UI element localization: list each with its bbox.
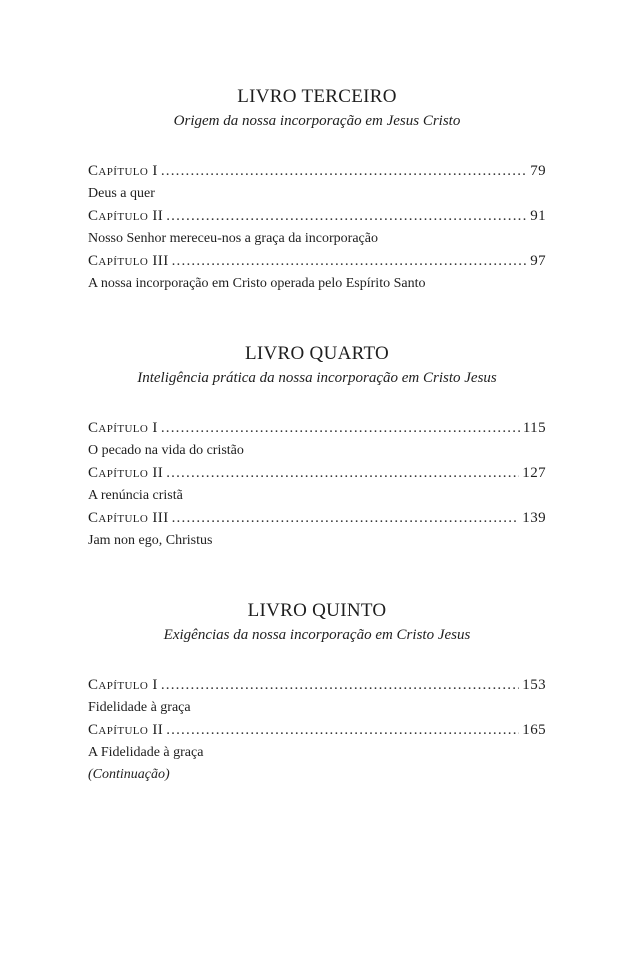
chapter-line[interactable] <box>88 250 546 273</box>
chapter-line[interactable] <box>88 205 546 228</box>
chapter-line[interactable] <box>88 507 546 530</box>
toc-entry[interactable] <box>88 417 546 462</box>
chapter-description: A nossa incorporação em Cristo operada pelo Espírito Santo <box>88 276 426 291</box>
page-number: 91 <box>530 208 546 224</box>
chapter-line[interactable] <box>88 674 546 697</box>
table-of-contents <box>88 84 546 786</box>
chapter-line[interactable] <box>88 417 546 440</box>
chapter-description: Jam non ego, Christus <box>88 533 213 548</box>
chapter-label: Capítulo II <box>88 722 164 738</box>
toc-entry[interactable] <box>88 719 546 786</box>
chapter-description: Deus a quer <box>88 186 155 201</box>
chapter-label: Capítulo I <box>88 677 158 693</box>
livro-title: LIVRO QUARTO <box>244 343 390 364</box>
chapter-label: Capítulo I <box>88 420 158 436</box>
chapter-label: Capítulo II <box>88 465 164 481</box>
page-number: 97 <box>530 253 546 269</box>
livro-quinto-section <box>88 598 546 786</box>
chapter-label: Capítulo II <box>88 208 164 224</box>
dot-leader <box>161 417 520 440</box>
toc-entry[interactable] <box>88 507 546 552</box>
chapter-line[interactable] <box>88 160 546 183</box>
dot-leader <box>172 507 520 530</box>
chapter-description: A Fidelidade à graça <box>88 745 204 760</box>
chapter-description: A renúncia cristã <box>88 488 183 503</box>
dot-leader <box>161 674 519 697</box>
page-number: 127 <box>522 465 546 481</box>
dot-leader <box>166 719 519 742</box>
dot-leader <box>166 462 519 485</box>
dot-leader <box>161 160 527 183</box>
page-number: 153 <box>522 677 546 693</box>
chapter-line[interactable] <box>88 719 546 742</box>
page-number: 139 <box>522 510 546 526</box>
chapter-description: O pecado na vida do cristão <box>88 443 244 458</box>
livro-subtitle: Exigências da nossa incorporação em Cristo Jesus <box>163 627 471 643</box>
toc-entry[interactable] <box>88 250 546 295</box>
livro-title: LIVRO QUINTO <box>247 600 387 621</box>
page-number: 165 <box>522 722 546 738</box>
chapter-description: Fidelidade à graça <box>88 700 191 715</box>
dot-leader <box>166 205 527 228</box>
livro-subtitle: Origem da nossa incorporação em Jesus Cristo <box>173 113 461 129</box>
livro-subtitle: Inteligência prática da nossa incorporação em Cristo Jesus <box>137 370 497 386</box>
toc-entry[interactable] <box>88 674 546 719</box>
chapter-note: (Continuação) <box>88 767 170 782</box>
dot-leader <box>172 250 528 273</box>
chapter-label: Capítulo I <box>88 163 158 179</box>
chapter-line[interactable] <box>88 462 546 485</box>
chapter-description: Nosso Senhor mereceu-nos a graça da incorporação <box>88 231 378 246</box>
toc-entry[interactable] <box>88 462 546 507</box>
livro-quarto-section <box>88 341 546 552</box>
chapter-label: Capítulo III <box>88 253 169 269</box>
page-number: 115 <box>522 420 546 436</box>
page-number: 79 <box>530 163 546 179</box>
toc-entry[interactable] <box>88 160 546 205</box>
chapter-label: Capítulo III <box>88 510 169 526</box>
toc-entry[interactable] <box>88 205 546 250</box>
livro-terceiro-section <box>88 84 546 295</box>
livro-title: LIVRO TERCEIRO <box>237 86 397 107</box>
